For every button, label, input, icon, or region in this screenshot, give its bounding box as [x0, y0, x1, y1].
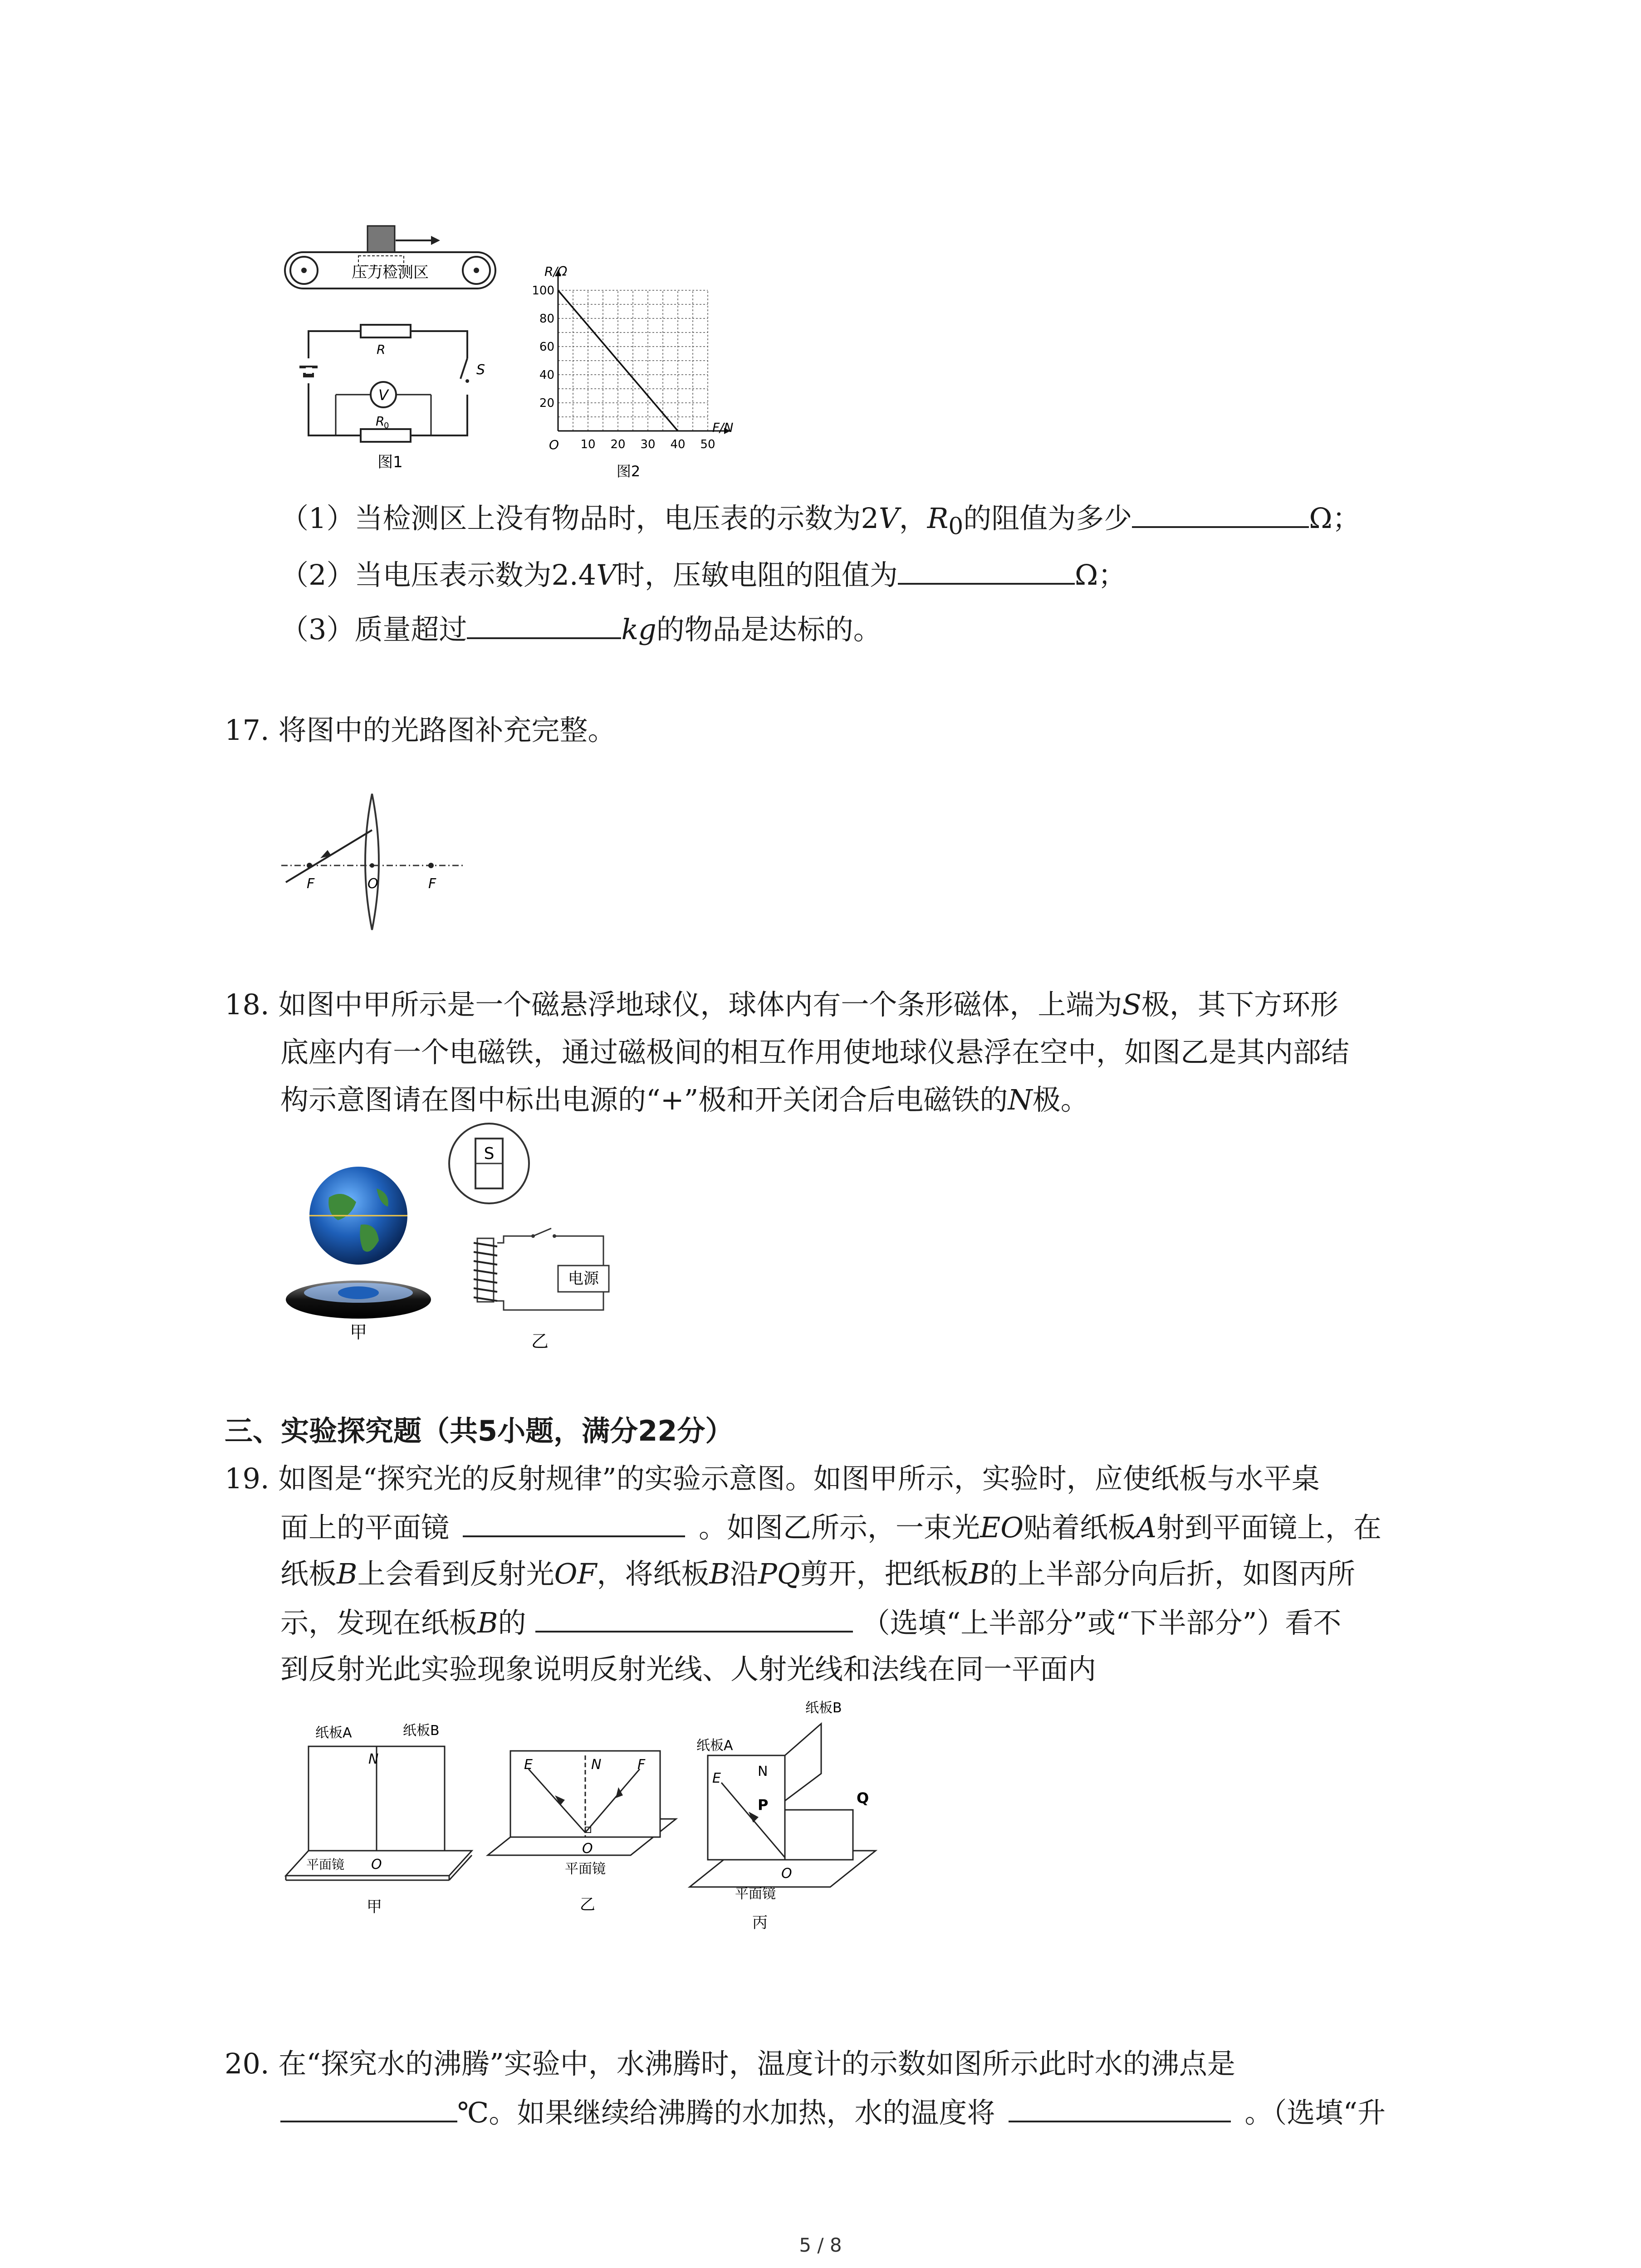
label-F-right: F [428, 876, 436, 892]
q18-globe-figure [279, 1161, 442, 1352]
q16-figure-1 [281, 222, 499, 476]
fig-jia-mirror: 平面镜 [306, 1857, 345, 1872]
q19-line3-b: 上会看到反射光 [357, 1557, 554, 1590]
q16-sub1-r0-sub: 0 [948, 513, 964, 540]
q18-number: 18. [225, 988, 269, 1021]
q20-number: 20. [225, 2047, 269, 2080]
y-tick-label: 80 [539, 312, 554, 326]
resistor-R [361, 325, 411, 337]
q16-sub3 [280, 606, 882, 652]
y-tick-label: 40 [539, 368, 554, 382]
y-tick-label: 60 [539, 340, 554, 354]
q16-sub3-unit: kg [621, 613, 656, 646]
q18-line3 [280, 1077, 1089, 1123]
fig-yi-F: F [637, 1757, 646, 1773]
q20-line1-text: 在“探究水的沸腾”实验中，水沸腾时，温度计的示数如图所示此时水的沸点是 [278, 2047, 1235, 2080]
fig-yi-N: N [591, 1757, 602, 1773]
belt-label: 压力检测区 [352, 264, 429, 282]
board-B-upper-folded [785, 1724, 821, 1801]
label-S: S [476, 362, 485, 378]
label-power: 电源 [568, 1270, 599, 1288]
fig-bing-mirror: 平面镜 [735, 1886, 776, 1902]
label-F-left: F [307, 876, 315, 892]
q19-line5: 到反射光此实验现象说明反射光线、人射光线和法线在同一平面内 [280, 1652, 1097, 1686]
answer-blank-3[interactable] [467, 606, 621, 639]
package-block [367, 226, 395, 252]
q16-sub2 [280, 551, 1126, 598]
fig1-caption: 图1 [377, 453, 403, 471]
board-B-lower [785, 1810, 853, 1860]
q16-sub1-end: Ω； [1309, 502, 1361, 535]
page-number: 5 / 8 [799, 2234, 842, 2256]
q18-line1 [225, 982, 1338, 1027]
q18-line1-S: S [1122, 988, 1141, 1021]
x-tick-label: 40 [670, 438, 686, 451]
fig-jia-caption: 甲 [367, 1898, 382, 1916]
fig-yi-caption: 乙 [580, 1896, 595, 1914]
resistor-R0 [361, 429, 411, 442]
answer-blank-5[interactable] [535, 1599, 853, 1633]
label-V: V [378, 386, 388, 404]
q19-line3-f: 的上半部分向后折，如图丙所 [989, 1557, 1356, 1590]
q20-line2 [280, 2089, 1386, 2136]
graph-x-label: F/N [712, 420, 734, 435]
q19-line3-a: 纸板 [280, 1557, 337, 1590]
q16-sub1-r0: R [927, 502, 949, 535]
fig-yi-O: O [582, 1841, 593, 1857]
q17-lens-diagram [277, 789, 467, 934]
q20-line2-a: ℃。如果继续给沸腾的水加热，水的温度将 [457, 2096, 995, 2129]
q19-line3-PQ: PQ [758, 1557, 800, 1590]
graph-y-label: R/Ω [544, 264, 568, 279]
q17-number: 17. [225, 714, 269, 747]
q16-sub1-unit: V [878, 502, 899, 535]
q19-line2-b: 。如图乙所示，一束光 [699, 1511, 980, 1544]
q19-line3-B: B [337, 1557, 358, 1590]
q19-line2-a: 面上的平面镜 [280, 1511, 450, 1544]
q16-sub2-mid: 时，压敏电阻的阻值为 [616, 558, 898, 591]
q16-sub1-text: （1）当检测区上没有物品时，电压表的示数为2 [280, 502, 879, 535]
convex-lens [365, 794, 379, 930]
q19-line4-b: 的 [498, 1606, 526, 1639]
q18-line3-N: N [1008, 1083, 1033, 1116]
switch [533, 1228, 551, 1236]
q19-line4-B: B [477, 1606, 498, 1639]
y-tick-label: 20 [539, 396, 554, 410]
q16-sub2-text: （2）当电压表示数为2.4 [280, 558, 597, 591]
fig-jia-A: 纸板A [315, 1725, 352, 1741]
label-R: R [377, 342, 386, 357]
q19-line3-B3: B [969, 1557, 990, 1590]
label-O: O [367, 876, 378, 892]
q16-sub3-end: 的物品是达标的。 [656, 613, 882, 646]
answer-blank-1[interactable] [1132, 494, 1309, 528]
q19-line3-e: 剪开，把纸板 [800, 1557, 969, 1590]
q19-line3-c: ，将纸板 [597, 1557, 710, 1590]
q19-line2-A: A [1136, 1511, 1156, 1544]
q20-line2-b: 。（选填“升 [1244, 2096, 1386, 2129]
x-tick-label: 50 [700, 438, 715, 451]
iron-core [477, 1238, 494, 1302]
x-tick-label: 20 [610, 438, 626, 451]
incident-ray [286, 830, 372, 882]
fig-bing-A: 纸板A [696, 1738, 733, 1754]
q18-line1-a: 如图中甲所示是一个磁悬浮地球仪，球体内有一个条形磁体，上端为 [278, 988, 1122, 1021]
q19-line2-c: 贴着纸板 [1024, 1511, 1136, 1544]
q17-text: 将图中的光路图补充完整。 [278, 714, 616, 747]
y-tick-label: 100 [532, 284, 554, 298]
q19-line2-d: 射到平面镜上，在 [1156, 1511, 1381, 1544]
q19-fig-yi [483, 1742, 683, 1932]
x-tick-label: 10 [580, 438, 596, 451]
q19-line3-OF: OF [554, 1557, 597, 1590]
answer-blank-2[interactable] [898, 551, 1075, 585]
q19-number: 19. [225, 1462, 269, 1495]
q16-sub1-mid: 的阻值为多少 [963, 502, 1132, 535]
fig-bing-O: O [781, 1866, 792, 1882]
q18-line1-b: 极，其下方环形 [1141, 988, 1338, 1021]
board-A [309, 1746, 377, 1851]
answer-blank-6[interactable] [280, 2089, 457, 2122]
answer-blank-4[interactable] [463, 1504, 685, 1537]
q18-line2: 底座内有一个电磁铁，通过磁极间的相互作用使地球仪悬浮在空中，如图乙是其内部结 [280, 1036, 1350, 1069]
fig-yi-mirror: 平面镜 [565, 1861, 606, 1877]
fig-bing-caption: 丙 [752, 1914, 768, 1932]
label-S-pole: S [484, 1144, 495, 1163]
caption-yi: 乙 [531, 1331, 549, 1351]
fig-jia-B: 纸板B [403, 1723, 440, 1739]
fig-bing-B: 纸板B [805, 1700, 842, 1716]
q16-sub2-unit: V [596, 558, 617, 591]
fig-bing-P: P [758, 1796, 769, 1813]
q16-figure-2-graph [531, 263, 740, 485]
q17-stem [225, 708, 616, 753]
fig-jia-O: O [371, 1857, 382, 1872]
q19-line3 [280, 1551, 1355, 1597]
answer-blank-7[interactable] [1009, 2089, 1231, 2122]
board-B [377, 1746, 445, 1851]
q19-fig-bing [685, 1696, 885, 1932]
q16-sub2-end: Ω； [1074, 558, 1127, 591]
fig-jia-N: N [368, 1751, 379, 1767]
label-R0: R [376, 414, 385, 429]
q19-line4 [280, 1599, 1341, 1646]
label-R0-sub: 0 [384, 421, 389, 430]
fig-bing-N: N [758, 1764, 768, 1779]
q19-line1 [225, 1456, 1320, 1501]
q19-line1-text: 如图是“探究光的反射规律”的实验示意图。如图甲所示，实验时，应使纸板与水平桌 [278, 1462, 1320, 1495]
q16-sub3-text: （3）质量超过 [280, 613, 467, 646]
q19-line2 [280, 1504, 1381, 1550]
section-title: 三、实验探究题（共5小题，满分22分） [225, 1414, 734, 1447]
fig-bing-E: E [712, 1770, 721, 1786]
q19-line3-B2: B [709, 1557, 730, 1590]
fig-bing-Q: Q [857, 1789, 869, 1807]
caption-jia: 甲 [349, 1322, 367, 1342]
q19-line4-a: 示，发现在纸板 [280, 1606, 478, 1639]
q19-fig-jia [281, 1719, 481, 1923]
q18-line3-a: 构示意图请在图中标出电源的“+”极和开关闭合后电磁铁的 [280, 1083, 1008, 1116]
q19-line2-EO: EO [980, 1511, 1024, 1544]
q18-electromagnet-figure [436, 1120, 617, 1356]
q19-line4-c: （选填“上半部分”或“下半部分”）看不 [862, 1606, 1342, 1639]
q18-line3-b: 极。 [1032, 1083, 1089, 1116]
fig2-caption: 图2 [616, 463, 641, 480]
q19-line3-d: 沿 [730, 1557, 759, 1590]
fig-yi-E: E [524, 1757, 533, 1773]
x-tick-label: 30 [640, 438, 656, 451]
graph-origin: O [549, 437, 559, 452]
q20-line1 [225, 2041, 1235, 2087]
q16-sub1: （1）当检测区上没有物品时，电压表的示数为2V，$R_0$的阻值为多少 Ω； [280, 494, 1361, 549]
